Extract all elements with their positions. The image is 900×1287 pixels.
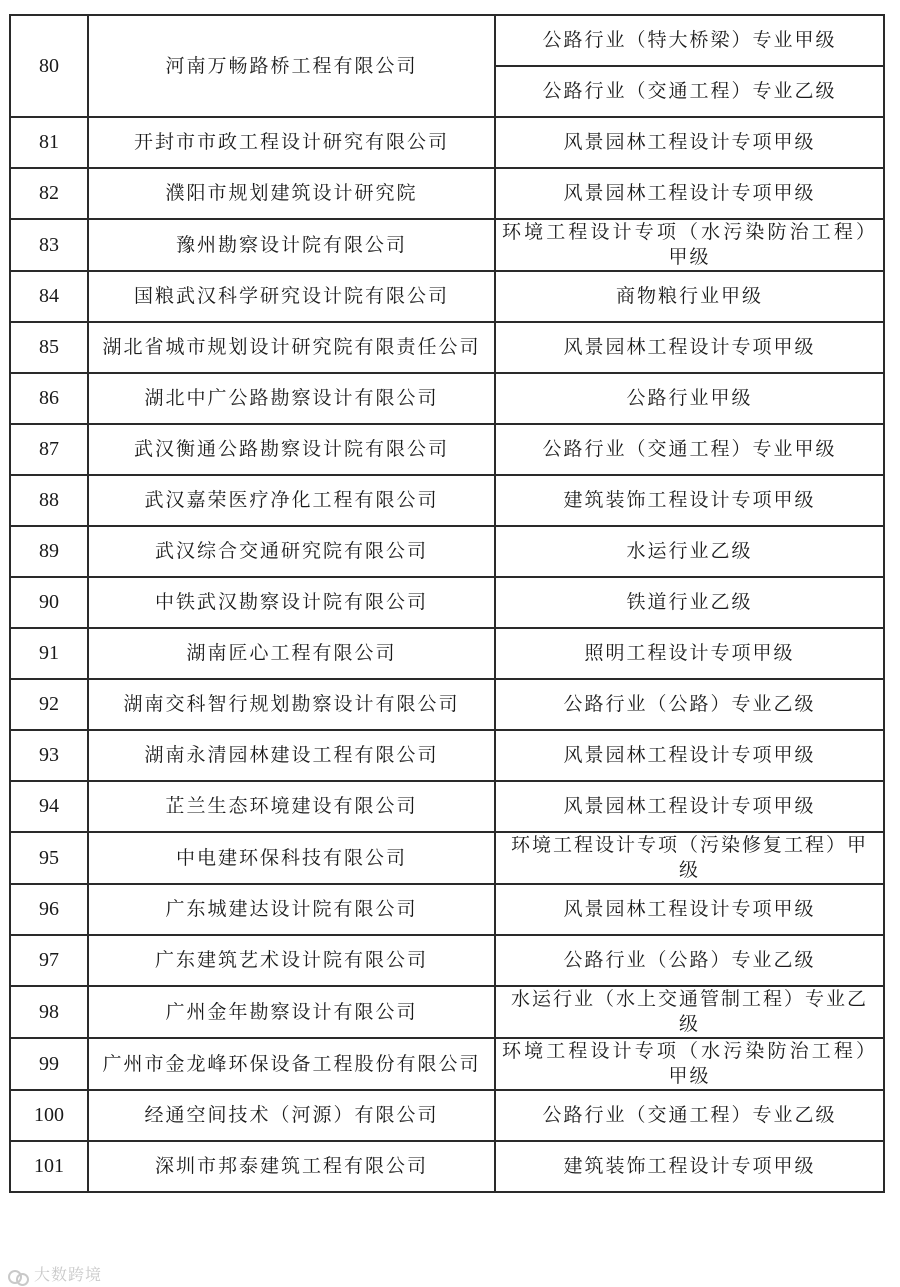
qualification-table [9, 14, 885, 1193]
company-name-cell: 广州金年勘察设计有限公司 [88, 986, 495, 1038]
company-name-cell: 广州市金龙峰环保设备工程股份有限公司 [88, 1038, 495, 1090]
qualification-cell: 建筑装饰工程设计专项甲级 [495, 1141, 884, 1192]
qualification-cell: 环境工程设计专项（水污染防治工程）甲级 [495, 219, 884, 271]
row-number-cell: 96 [10, 884, 88, 935]
company-name-cell: 武汉衡通公路勘察设计院有限公司 [88, 424, 495, 475]
company-name-cell: 国粮武汉科学研究设计院有限公司 [88, 271, 495, 322]
row-number-cell: 94 [10, 781, 88, 832]
row-number-cell: 85 [10, 322, 88, 373]
company-name-cell: 经通空间技术（河源）有限公司 [88, 1090, 495, 1141]
table-row [10, 1141, 884, 1192]
row-number-cell: 95 [10, 832, 88, 884]
qualification-cell: 风景园林工程设计专项甲级 [495, 884, 884, 935]
table-row [10, 832, 884, 884]
row-number-cell: 82 [10, 168, 88, 219]
qualification-table-body [10, 15, 884, 1192]
row-number-cell: 89 [10, 526, 88, 577]
qualification-cell: 公路行业（公路）专业乙级 [495, 935, 884, 986]
qualification-cell: 环境工程设计专项（水污染防治工程）甲级 [495, 1038, 884, 1090]
table-row [10, 117, 884, 168]
table-row [10, 628, 884, 679]
company-name-cell: 湖南永清园林建设工程有限公司 [88, 730, 495, 781]
company-name-cell: 芷兰生态环境建设有限公司 [88, 781, 495, 832]
qualification-cell: 风景园林工程设计专项甲级 [495, 117, 884, 168]
qualification-cell: 风景园林工程设计专项甲级 [495, 322, 884, 373]
company-name-cell: 广东建筑艺术设计院有限公司 [88, 935, 495, 986]
row-number-cell: 99 [10, 1038, 88, 1090]
row-number-cell: 100 [10, 1090, 88, 1141]
wechat-logo-icon [8, 1268, 30, 1284]
table-row [10, 424, 884, 475]
row-number-cell: 83 [10, 219, 88, 271]
row-number-cell: 98 [10, 986, 88, 1038]
table-row [10, 986, 884, 1038]
qualification-cell: 风景园林工程设计专项甲级 [495, 781, 884, 832]
table-row [10, 730, 884, 781]
table-row [10, 219, 884, 271]
table-row [10, 884, 884, 935]
row-number-cell: 93 [10, 730, 88, 781]
company-name-cell: 湖南交科智行规划勘察设计有限公司 [88, 679, 495, 730]
qualification-cell: 建筑装饰工程设计专项甲级 [495, 475, 884, 526]
qualification-cell: 公路行业（公路）专业乙级 [495, 679, 884, 730]
row-number-cell: 90 [10, 577, 88, 628]
row-number-cell: 81 [10, 117, 88, 168]
watermark [8, 1262, 102, 1285]
company-name-cell: 中电建环保科技有限公司 [88, 832, 495, 884]
table-row [10, 577, 884, 628]
qualification-cell: 公路行业（交通工程）专业乙级 [495, 66, 884, 117]
qualification-cell: 公路行业（交通工程）专业甲级 [495, 424, 884, 475]
company-name-cell: 豫州勘察设计院有限公司 [88, 219, 495, 271]
row-number-cell: 88 [10, 475, 88, 526]
table-row [10, 271, 884, 322]
table-row [10, 373, 884, 424]
row-number-cell: 92 [10, 679, 88, 730]
company-name-cell: 武汉综合交通研究院有限公司 [88, 526, 495, 577]
company-name-cell: 湖北中广公路勘察设计有限公司 [88, 373, 495, 424]
company-name-cell: 开封市市政工程设计研究有限公司 [88, 117, 495, 168]
qualification-cell: 商物粮行业甲级 [495, 271, 884, 322]
row-number-cell: 101 [10, 1141, 88, 1192]
row-number-cell: 91 [10, 628, 88, 679]
qualification-cell: 水运行业乙级 [495, 526, 884, 577]
table-row [10, 935, 884, 986]
row-number-cell: 87 [10, 424, 88, 475]
qualification-cell: 风景园林工程设计专项甲级 [495, 168, 884, 219]
table-row [10, 526, 884, 577]
qualification-cell: 照明工程设计专项甲级 [495, 628, 884, 679]
table-row [10, 168, 884, 219]
company-name-cell: 深圳市邦泰建筑工程有限公司 [88, 1141, 495, 1192]
company-name-cell: 武汉嘉荣医疗净化工程有限公司 [88, 475, 495, 526]
table-row [10, 15, 884, 66]
qualification-cell: 公路行业甲级 [495, 373, 884, 424]
company-name-cell: 濮阳市规划建筑设计研究院 [88, 168, 495, 219]
table-row [10, 781, 884, 832]
watermark-text: 大数跨境 [34, 1265, 103, 1284]
qualification-cell: 公路行业（特大桥梁）专业甲级 [495, 15, 884, 66]
row-number-cell: 80 [10, 15, 88, 117]
company-name-cell: 河南万畅路桥工程有限公司 [88, 15, 495, 117]
row-number-cell: 84 [10, 271, 88, 322]
company-name-cell: 中铁武汉勘察设计院有限公司 [88, 577, 495, 628]
company-name-cell: 湖北省城市规划设计研究院有限责任公司 [88, 322, 495, 373]
qualification-cell: 水运行业（水上交通管制工程）专业乙级 [495, 986, 884, 1038]
table-row [10, 1038, 884, 1090]
company-name-cell: 广东城建达设计院有限公司 [88, 884, 495, 935]
table-row [10, 475, 884, 526]
table-row [10, 679, 884, 730]
qualification-cell: 环境工程设计专项（污染修复工程）甲级 [495, 832, 884, 884]
qualification-table-container [9, 14, 883, 1193]
table-row [10, 1090, 884, 1141]
row-number-cell: 86 [10, 373, 88, 424]
qualification-cell: 公路行业（交通工程）专业乙级 [495, 1090, 884, 1141]
qualification-cell: 风景园林工程设计专项甲级 [495, 730, 884, 781]
row-number-cell: 97 [10, 935, 88, 986]
qualification-cell: 铁道行业乙级 [495, 577, 884, 628]
company-name-cell: 湖南匠心工程有限公司 [88, 628, 495, 679]
table-row [10, 322, 884, 373]
